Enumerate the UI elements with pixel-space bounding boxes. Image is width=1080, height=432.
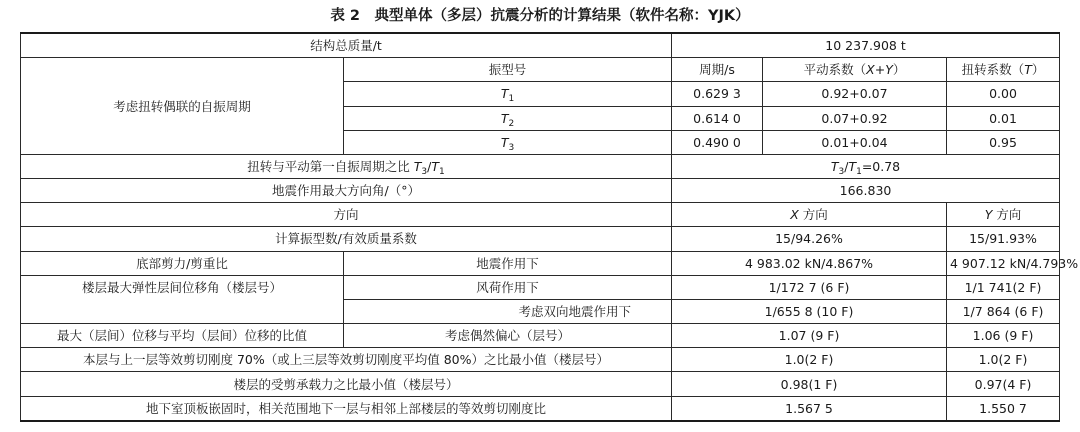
shear-sub: 地震作用下 <box>344 251 672 275</box>
direction-x: X 方向 <box>672 203 947 227</box>
basement-x: 1.567 5 <box>672 396 947 421</box>
periods-label: 考虑扭转偶联的自振周期 <box>21 58 344 155</box>
table-row <box>21 203 1060 227</box>
stiffness-y: 1.0(2 F) <box>947 348 1060 372</box>
max-angle-label: 地震作用最大方向角/（°） <box>21 179 672 203</box>
direction-y: Y 方向 <box>947 203 1060 227</box>
modes-count-y: 15/91.93% <box>947 227 1060 251</box>
table-row <box>21 324 1060 348</box>
drift-bidir-x: 1/655 8 (10 F) <box>672 299 947 323</box>
drift-bidir-label: 考虑双向地震作用下 <box>344 299 672 323</box>
shear-y: 4 907.12 kN/4.793% <box>947 251 1060 275</box>
table-row <box>21 227 1060 251</box>
mode-symbol: $T_1$ <box>344 82 672 106</box>
disp-ratio-x: 1.07 (9 F) <box>672 324 947 348</box>
table-row <box>21 396 1060 421</box>
table-caption: 表 2 典型单体（多层）抗震分析的计算结果（软件名称：YJK） <box>330 8 750 24</box>
modes-count-x: 15/94.26% <box>672 227 947 251</box>
header-torsion: 扭转系数（T） <box>947 58 1060 82</box>
table-row <box>21 154 1060 178</box>
max-angle-value: 166.830 <box>672 179 1060 203</box>
shear-x: 4 983.02 kN/4.867% <box>672 251 947 275</box>
header-translation: 平动系数（X+Y） <box>763 58 947 82</box>
mode-translation: 0.92+0.07 <box>763 82 947 106</box>
table-row <box>21 251 1060 275</box>
basement-y: 1.550 7 <box>947 396 1060 421</box>
drift-wind-y: 1/1 741(2 F) <box>947 275 1060 299</box>
table-row <box>21 372 1060 396</box>
mode-symbol: $T_3$ <box>344 130 672 154</box>
disp-ratio-label: 最大（层间）位移与平均（层间）位移的比值 <box>21 324 344 348</box>
mass-value: 10 237.908 t <box>672 33 1060 58</box>
shear-capacity-y: 0.97(4 F) <box>947 372 1060 396</box>
table-row <box>21 348 1060 372</box>
stiffness-label: 本层与上一层等效剪切刚度 70%（或上三层等效剪切刚度平均值 80%）之比最小值（楼层号） <box>21 348 672 372</box>
table-row <box>21 58 1060 82</box>
basement-label: 地下室顶板嵌固时，相关范围地下一层与相邻上部楼层的等效剪切刚度比 <box>21 396 672 421</box>
mode-translation: 0.01+0.04 <box>763 130 947 154</box>
shear-capacity-label: 楼层的受剪承载力之比最小值（楼层号） <box>21 372 672 396</box>
stiffness-x: 1.0(2 F) <box>672 348 947 372</box>
table-row <box>21 179 1060 203</box>
header-period: 周期/s <box>672 58 763 82</box>
disp-ratio-sub: 考虑偶然偏心（层号） <box>344 324 672 348</box>
modes-count-label: 计算振型数/有效质量系数 <box>21 227 672 251</box>
table-row <box>21 275 1060 299</box>
period-ratio-value: $T_3/T_1=0.78$ <box>672 154 1060 178</box>
table-row <box>21 33 1060 58</box>
mode-torsion: 0.95 <box>947 130 1060 154</box>
shear-label: 底部剪力/剪重比 <box>21 251 344 275</box>
mode-translation: 0.07+0.92 <box>763 106 947 130</box>
mode-period: 0.490 0 <box>672 130 763 154</box>
mode-torsion: 0.00 <box>947 82 1060 106</box>
mass-label: 结构总质量/t <box>21 33 672 58</box>
mode-period: 0.614 0 <box>672 106 763 130</box>
drift-bidir-y: 1/7 864 (6 F) <box>947 299 1060 323</box>
mode-symbol: $T_2$ <box>344 106 672 130</box>
drift-wind-x: 1/172 7 (6 F) <box>672 275 947 299</box>
direction-label: 方向 <box>21 203 672 227</box>
mode-period: 0.629 3 <box>672 82 763 106</box>
period-ratio-label: 扭转与平动第一自振周期之比 $T_3/T_1$ <box>21 154 672 178</box>
drift-wind-label: 风荷作用下 <box>344 275 672 299</box>
header-mode: 振型号 <box>344 58 672 82</box>
drift-label: 楼层最大弹性层间位移角（楼层号） <box>21 275 344 323</box>
disp-ratio-y: 1.06 (9 F) <box>947 324 1060 348</box>
mode-torsion: 0.01 <box>947 106 1060 130</box>
results-table <box>20 32 1079 422</box>
shear-capacity-x: 0.98(1 F) <box>672 372 947 396</box>
